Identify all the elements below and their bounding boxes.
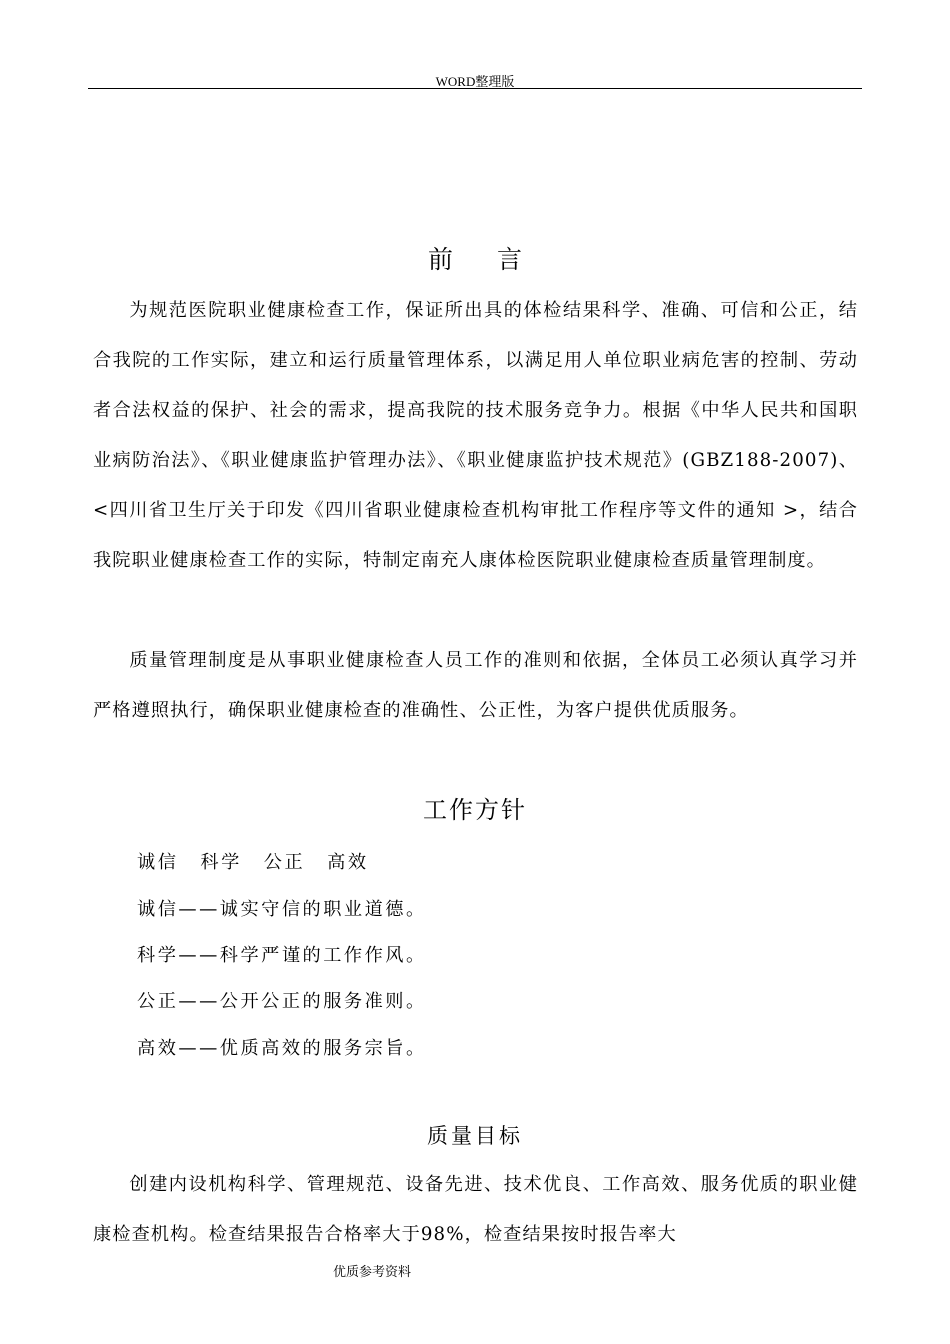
quality-paragraph: 创建内设机构科学、管理规范、设备先进、技术优良、工作高效、服务优质的职业健康检查机构。检查结果报告合格率大于98%，检查结果按时报告率大 [93,1174,858,1245]
motto-word: 诚信 [137,852,179,873]
policy-item: 公正——公开公正的服务准则。 [137,991,427,1012]
motto-word: 公正 [263,852,306,873]
preface-paragraph: 质量管理制度是从事职业健康检查人员工作的准则和依据，全体员工必须认真学习并严格遵照执行，确保职业健康检查的准确性、公正性，为客户提供优质服务。 [93,650,858,721]
preface-title-char: 言 [497,245,523,274]
policy-motto [137,848,391,874]
policy-title: 工作方针 [423,796,527,824]
policy-item: 科学——科学严谨的工作作风。 [137,945,427,966]
quality-title: 质量目标 [427,1124,523,1148]
page-footer: 优质参考资料 [333,1265,412,1280]
policy-item: 诚信——诚实守信的职业道德。 [137,899,427,920]
preface-title-char: 前 [427,245,453,274]
page-header: WORD整理版 [435,74,515,89]
preface-paragraph: 为规范医院职业健康检查工作，保证所出具的体检结果科学、准确、可信和公正，结合我院的工作实际，建立和运行质量管理体系，以满足用人单位职业病危害的控制、劳动者合法权益的保护、社会的需求，提高我院的技术服务竞争力。根据《中华人民共和国职业病防治法》、《职业健康监护管理办法》、《职业健康监护技术规范》(GBZ188-2007)、<四川省卫生厅关于印发《四川省职业健康检查机构审批工作程序等文件的通知 >，结合我院职业健康检查工作的实际，特制定南充人康体检医院职业健康检查质量管理制度。 [93,300,858,571]
motto-word: 高效 [327,852,369,873]
header-rule [88,88,862,89]
motto-word: 科学 [200,852,242,873]
preface-title [0,240,950,276]
policy-item: 高效——优质高效的服务宗旨。 [137,1038,427,1059]
